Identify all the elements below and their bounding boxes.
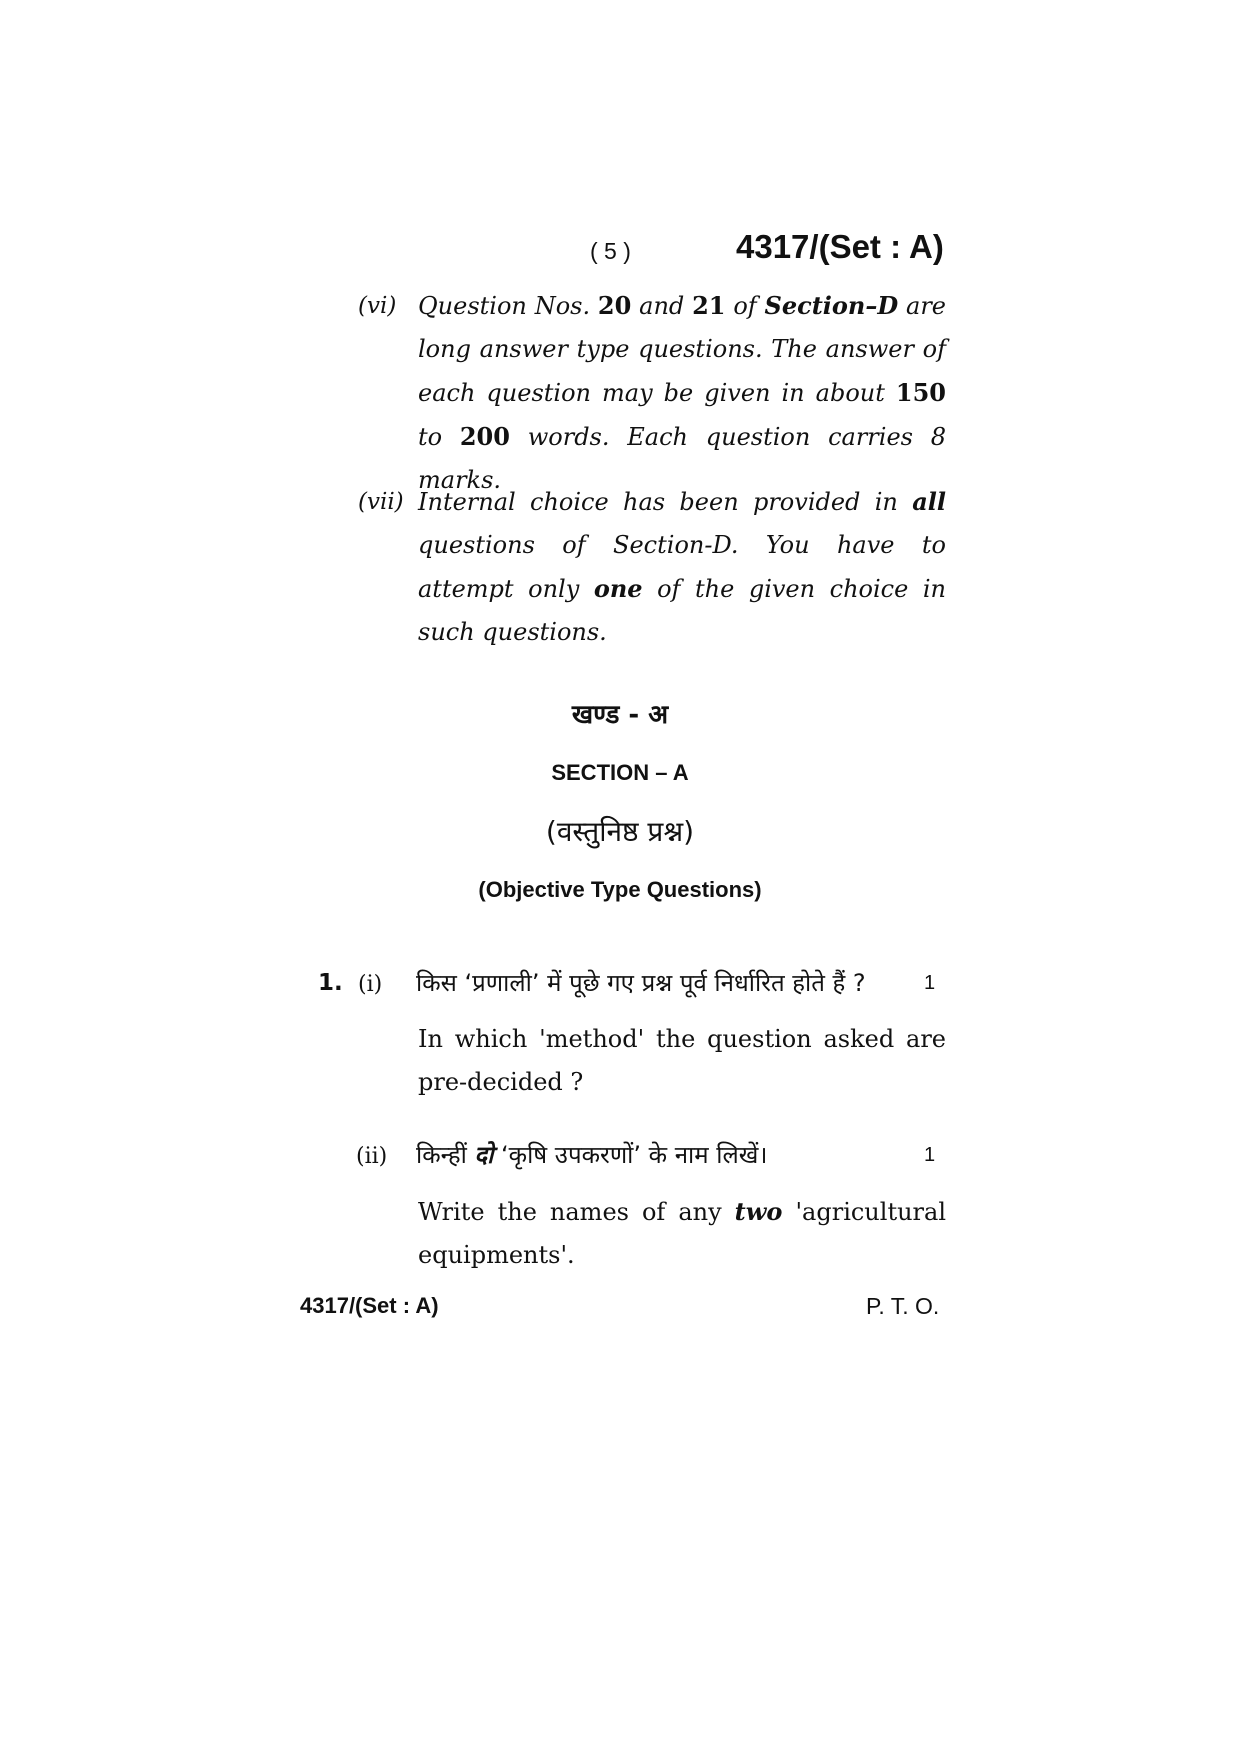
section-hindi-title: खण्ड - अ <box>571 700 669 730</box>
instruction-number-vi: (vi) <box>358 293 397 319</box>
section-hindi-subtitle: (वस्तुनिष्ठ प्रश्न) <box>545 815 695 848</box>
footer-paper-code: 4317/(Set : A) <box>300 1293 439 1318</box>
question-i-english: In which 'method' the question asked are pre-decided ? <box>418 1025 946 1096</box>
question-ii-hindi: किन्हीं दो ‘कृषि उपकरणों’ के नाम लिखें। <box>416 1141 768 1169</box>
question-sub-ii: (ii) <box>356 1144 388 1169</box>
question-sub-i: (i) <box>358 972 383 997</box>
instruction-vii: Internal choice has been provided in all questions of Section-D. You have to attempt only one of the given choice in such questions. <box>418 487 946 646</box>
paper-code-header: 4317/(Set : A) <box>736 228 944 265</box>
question-i-hindi: किस ‘प्रणाली’ में पूछे गए प्रश्न पूर्व निर्धारित होते हैं ? <box>416 969 866 997</box>
section-subtitle: (Objective Type Questions) <box>478 877 762 902</box>
instruction-vi: Question Nos. 20 and 21 of Section–D are long answer type questions. The answer of each question may be given in about 150 to 200 words. Each question carries 8 marks. <box>418 291 946 494</box>
question-ii-english: Write the names of any two 'agricultural equipments'. <box>418 1197 947 1269</box>
footer-pto: P. T. O. <box>866 1293 940 1319</box>
page-number: ( 5 ) <box>590 238 631 264</box>
question-number: 1. <box>318 970 343 996</box>
instruction-number-vii: (vii) <box>358 489 404 515</box>
section-title: SECTION – A <box>551 760 689 785</box>
question-i-marks: 1 <box>924 972 936 994</box>
question-ii-marks: 1 <box>924 1144 936 1166</box>
